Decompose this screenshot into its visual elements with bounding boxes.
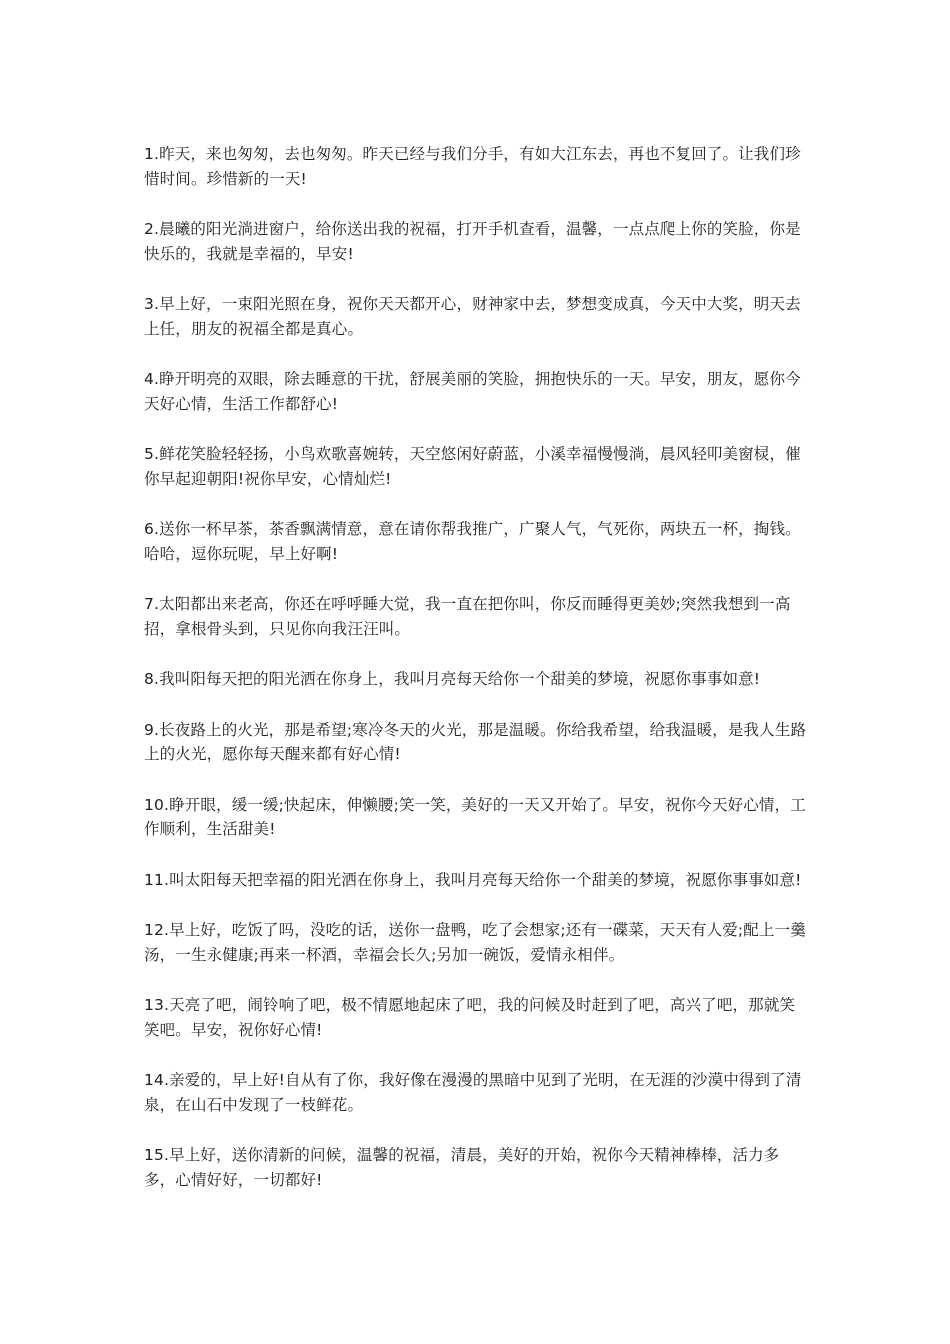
paragraph-13: 13.天亮了吧，闹铃响了吧，极不情愿地起床了吧，我的问候及时赶到了吧，高兴了吧，那就笑笑吧。早安，祝你好心情! [144, 996, 796, 1039]
paragraph-11: 11.叫太阳每天把幸福的阳光洒在你身上，我叫月亮每天给你一个甜美的梦境，祝愿你事事如意! [144, 870, 802, 889]
paragraph-1: 1.昨天，来也匆匆，去也匆匆。昨天已经与我们分手，有如大江东去，再也不复回了。让我们珍惜时间。珍惜新的一天! [144, 145, 801, 188]
paragraph-14: 14.亲爱的，早上好!自从有了你，我好像在漫漫的黑暗中见到了光明，在无涯的沙漠中得到了清泉，在山石中发现了一枝鲜花。 [144, 1071, 802, 1114]
paragraph-15: 15.早上好，送你清新的问候，温馨的祝福，清晨，美好的开始，祝你今天精神棒棒，活力多多，心情好好，一切都好! [144, 1146, 780, 1189]
paragraph-8: 8.我叫阳每天把的阳光洒在你身上，我叫月亮每天给你一个甜美的梦境，祝愿你事事如意! [144, 670, 761, 688]
paragraph-4: 4.睁开明亮的双眼，除去睡意的干扰，舒展美丽的笑脸，拥抱快乐的一天。早安，朋友，愿你今天好心情，生活工作都舒心! [144, 370, 801, 413]
paragraph-7: 7.太阳都出来老高，你还在呼呼睡大觉，我一直在把你叫，你反而睡得更美妙;突然我想到一高招，拿根骨头到，只见你向我汪汪叫。 [144, 595, 791, 638]
paragraph-9: 9.长夜路上的火光，那是希望;寒冷冬天的火光，那是温暖。你给我希望，给我温暖，是我人生路上的火光，愿你每天醒来都有好心情! [144, 720, 807, 763]
document-body [144, 142, 808, 1218]
paragraph-10: 10.睁开眼，缓一缓;快起床，伸懒腰;笑一笑，美好的一天又开始了。早安，祝你今天好心情，工作顺利，生活甜美! [144, 795, 806, 838]
paragraph-12: 12.早上好，吃饭了吗，没吃的话，送你一盘鸭，吃了会想家;还有一碟菜，天天有人爱;配上一羹汤，一生永健康;再来一杯酒，幸福会长久;另加一碗饭，爱情永相伴。 [144, 921, 806, 964]
paragraph-5: 5.鲜花笑脸轻轻扬，小鸟欢歌喜婉转，天空悠闲好蔚蓝，小溪幸福慢慢淌，晨风轻叩美窗棂，催你早起迎朝阳!祝你早安，心情灿烂! [144, 445, 801, 488]
paragraph-6: 6.送你一杯早茶，茶香飘满情意，意在请你帮我推广，广聚人气，气死你，两块五一杯，掏钱。哈哈，逗你玩呢，早上好啊! [144, 520, 801, 563]
paragraph-3: 3.早上好，一束阳光照在身，祝你天天都开心，财神家中去，梦想变成真，今天中大奖，明天去上任，朋友的祝福全都是真心。 [144, 295, 801, 338]
paragraph-2: 2.晨曦的阳光淌进窗户，给你送出我的祝福，打开手机查看，温馨，一点点爬上你的笑脸，你是快乐的，我就是幸福的，早安! [144, 220, 801, 263]
